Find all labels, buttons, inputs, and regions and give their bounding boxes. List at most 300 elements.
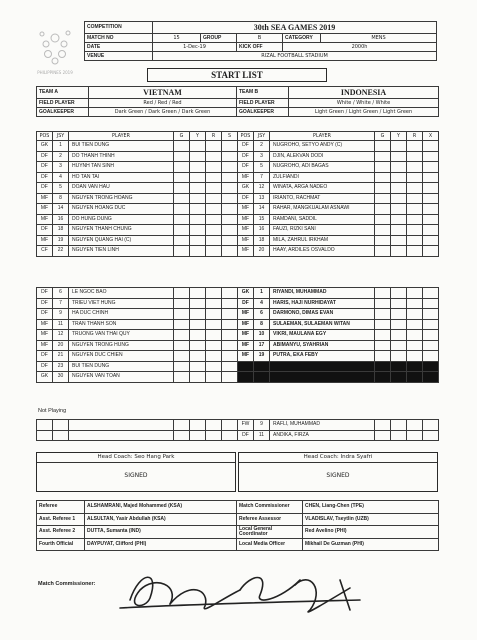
stat-cell (407, 246, 423, 257)
player-jsy: 22 (53, 246, 69, 257)
player-name: WINATA, ARGA NADEO (270, 183, 375, 194)
player-pos: DF (238, 430, 254, 441)
match-no: 15 (153, 34, 201, 43)
player-pos: MF (238, 319, 254, 330)
player-row (37, 430, 238, 441)
player-pos (238, 361, 254, 372)
player-pos: MF (37, 235, 53, 246)
stat-cell (375, 330, 391, 341)
stat-cell (222, 193, 238, 204)
stat-cell (174, 141, 190, 152)
stat-cell (375, 225, 391, 236)
starters-b-table (237, 131, 439, 257)
stat-cell (375, 340, 391, 351)
player-pos: MF (238, 330, 254, 341)
team-b-label: TEAM B (237, 87, 289, 99)
player-name: DO THANH THINH (69, 151, 174, 162)
stat-cell (174, 193, 190, 204)
coach-block-b (238, 452, 438, 492)
player-jsy: 7 (53, 298, 69, 309)
coach-a-name: Head Coach: Seo Hang Park (37, 453, 235, 463)
player-pos: MF (37, 340, 53, 351)
player-row (37, 319, 238, 330)
player-pos: MF (238, 225, 254, 236)
stat-cell (190, 430, 206, 441)
stat-cell (206, 183, 222, 194)
player-name: RAHAR, MANGKUALAM ASNAWI (270, 204, 375, 215)
stat-cell (222, 288, 238, 299)
stat-cell (206, 319, 222, 330)
official-role: Match Commissioner (237, 501, 303, 514)
stat-cell (375, 193, 391, 204)
stat-cell (206, 298, 222, 309)
player-row (37, 162, 238, 173)
player-pos: MF (37, 193, 53, 204)
stat-cell (423, 246, 439, 257)
stat-cell (222, 319, 238, 330)
stat-cell (391, 430, 407, 441)
stat-cell (174, 204, 190, 215)
player-name (270, 372, 375, 383)
stat-cell (391, 340, 407, 351)
official-role: Local Media Officer (237, 538, 303, 551)
player-jsy: 8 (254, 319, 270, 330)
player-row (238, 193, 439, 204)
stat-cell (407, 204, 423, 215)
stat-cell (423, 351, 439, 362)
stat-cell (222, 214, 238, 225)
player-jsy: 2 (53, 151, 69, 162)
player-pos (238, 372, 254, 383)
stat-cell (375, 361, 391, 372)
player-row (37, 330, 238, 341)
player-row (238, 330, 439, 341)
stat-cell (375, 319, 391, 330)
stat-cell (407, 340, 423, 351)
stat-cell (190, 204, 206, 215)
player-jsy: 19 (53, 235, 69, 246)
stat-cell (222, 361, 238, 372)
team-a-label: TEAM A (37, 87, 89, 99)
stat-cell (174, 246, 190, 257)
stat-cell (407, 214, 423, 225)
player-jsy: 21 (53, 351, 69, 362)
team-b-gk-kit: Light Green / Light Green / Light Green (289, 108, 439, 117)
player-row (238, 246, 439, 257)
group-value: B (237, 34, 283, 43)
player-pos: MF (238, 204, 254, 215)
stat-cell (190, 309, 206, 320)
player-jsy: 5 (53, 183, 69, 194)
official-name: CHEN, Liang-Chen (TPE) (303, 501, 439, 514)
stat-cell (222, 330, 238, 341)
stat-cell (391, 330, 407, 341)
player-jsy: 30 (53, 372, 69, 383)
official-role: Referee (37, 501, 85, 514)
stat-cell (190, 351, 206, 362)
player-row (238, 288, 439, 299)
col-header-player: PLAYER (69, 132, 174, 141)
stat-cell (222, 162, 238, 173)
player-name: HA DUC CHINH (69, 309, 174, 320)
stat-cell (423, 319, 439, 330)
player-pos: CF (37, 246, 53, 257)
not-playing-label: Not Playing (38, 408, 67, 414)
player-pos: DF (37, 298, 53, 309)
col-header-pos: POS (238, 132, 254, 141)
player-jsy: 6 (53, 288, 69, 299)
stat-cell (375, 162, 391, 173)
player-row (37, 235, 238, 246)
player-row (37, 340, 238, 351)
player-jsy: 2 (254, 141, 270, 152)
starters-a-table (36, 131, 238, 257)
player-name: NGUYEN HOANG DUC (69, 204, 174, 215)
stat-cell (206, 225, 222, 236)
player-jsy: 4 (254, 298, 270, 309)
stat-cell (391, 235, 407, 246)
player-jsy: 16 (53, 214, 69, 225)
player-jsy: 1 (254, 288, 270, 299)
stat-cell (174, 340, 190, 351)
stat-cell (222, 298, 238, 309)
stat-cell (174, 351, 190, 362)
player-name (69, 430, 174, 441)
stat-cell (407, 193, 423, 204)
stat-cell (391, 225, 407, 236)
player-row (238, 225, 439, 236)
player-pos: MF (238, 172, 254, 183)
player-row (37, 351, 238, 362)
stat-cell (174, 372, 190, 383)
player-pos: MF (37, 204, 53, 215)
stat-cell (423, 141, 439, 152)
stat-cell (174, 309, 190, 320)
subs-b-table (237, 287, 439, 383)
player-pos: DF (37, 309, 53, 320)
stat-cell (174, 183, 190, 194)
player-pos (37, 420, 53, 431)
stat-cell (174, 162, 190, 173)
player-pos: DF (37, 361, 53, 372)
stat-cell (407, 288, 423, 299)
player-pos: FW (238, 420, 254, 431)
stat-cell (423, 172, 439, 183)
player-jsy: 23 (53, 361, 69, 372)
stat-cell (375, 246, 391, 257)
stat-cell (174, 214, 190, 225)
stat-cell (407, 372, 423, 383)
player-jsy: 20 (53, 340, 69, 351)
col-header-x: X (423, 132, 439, 141)
stat-cell (222, 172, 238, 183)
player-jsy: 9 (53, 309, 69, 320)
player-name (270, 361, 375, 372)
not-playing-a-table (36, 419, 238, 441)
stat-cell (190, 225, 206, 236)
player-jsy: 8 (53, 193, 69, 204)
stat-cell (206, 330, 222, 341)
player-row (37, 183, 238, 194)
official-role: Asst. Referee 2 (37, 526, 85, 539)
commissioner-signature (110, 560, 370, 620)
stat-cell (206, 141, 222, 152)
stat-cell (375, 214, 391, 225)
player-row (37, 204, 238, 215)
col-header-pos: POS (37, 132, 53, 141)
player-jsy: 5 (254, 162, 270, 173)
player-jsy: 20 (254, 246, 270, 257)
stat-cell (423, 298, 439, 309)
stat-cell (174, 288, 190, 299)
col-header-jsy: JSY (53, 132, 69, 141)
team-a-gk-kit: Dark Green / Dark Green / Dark Green (89, 108, 237, 117)
stat-cell (391, 183, 407, 194)
player-row (37, 372, 238, 383)
player-name: NGUYEN DUC CHIEN (69, 351, 174, 362)
stat-cell (174, 225, 190, 236)
stat-cell (206, 430, 222, 441)
stat-cell (190, 235, 206, 246)
stat-cell (423, 372, 439, 383)
player-row (37, 172, 238, 183)
stat-cell (206, 172, 222, 183)
team-a-name: VIETNAM (89, 87, 237, 99)
player-name: PUTRA, EKA FEBY (270, 351, 375, 362)
stat-cell (174, 330, 190, 341)
stat-cell (423, 225, 439, 236)
stat-cell (222, 246, 238, 257)
player-name: BUI TIEN DUNG (69, 141, 174, 152)
player-pos: DF (238, 193, 254, 204)
player-name: HO TAN TAI (69, 172, 174, 183)
player-row (37, 151, 238, 162)
player-jsy: 15 (254, 214, 270, 225)
player-name: LE NGOC BAO (69, 288, 174, 299)
player-pos: DF (37, 183, 53, 194)
player-name: MILA, ZAHRUL IRKHAM (270, 235, 375, 246)
col-header-r: R (206, 132, 222, 141)
player-jsy: 11 (53, 319, 69, 330)
player-row (37, 309, 238, 320)
stat-cell (222, 309, 238, 320)
stat-cell (190, 151, 206, 162)
player-pos: DF (37, 225, 53, 236)
player-jsy: 12 (53, 330, 69, 341)
player-name: NGUYEN TIEN LINH (69, 246, 174, 257)
official-row (37, 513, 439, 526)
goalkeeper-label-b: GOALKEEPER (237, 108, 289, 117)
date-value: 1-Dec-19 (153, 43, 237, 52)
stat-cell (375, 141, 391, 152)
player-jsy: 18 (254, 235, 270, 246)
stat-cell (407, 141, 423, 152)
player-name: NGUYEN TRONG HOANG (69, 193, 174, 204)
stat-cell (407, 183, 423, 194)
player-pos: DF (238, 298, 254, 309)
kickoff-value: 2000h (283, 43, 437, 52)
stat-cell (222, 340, 238, 351)
stat-cell (206, 351, 222, 362)
stat-cell (407, 361, 423, 372)
goalkeeper-label-a: GOALKEEPER (37, 108, 89, 117)
player-pos: DF (238, 162, 254, 173)
category-value: MENS (321, 34, 437, 43)
stat-cell (407, 172, 423, 183)
stat-cell (391, 361, 407, 372)
player-row (238, 172, 439, 183)
stat-cell (407, 319, 423, 330)
player-name: HARIS, HAJI NURHIDAYAT (270, 298, 375, 309)
player-row (238, 183, 439, 194)
official-row (37, 538, 439, 551)
player-name: TRAN THANH SON (69, 319, 174, 330)
player-row (238, 372, 439, 383)
stat-cell (423, 193, 439, 204)
player-name: TRUONG VAN THAI QUY (69, 330, 174, 341)
player-name: DARMONO, DIMAS EVAN (270, 309, 375, 320)
stat-cell (423, 309, 439, 320)
stat-cell (190, 361, 206, 372)
kickoff-label: KICK OFF (237, 43, 283, 52)
official-row (37, 526, 439, 539)
stat-cell (222, 372, 238, 383)
field-player-label-a: FIELD PLAYER (37, 99, 89, 108)
player-pos: MF (238, 309, 254, 320)
player-pos: MF (238, 214, 254, 225)
player-row (37, 141, 238, 152)
player-row (37, 420, 238, 431)
player-name: DJIN, ALEKVAN DODI (270, 151, 375, 162)
stat-cell (423, 235, 439, 246)
subs-a-table (36, 287, 238, 383)
player-pos: MF (238, 340, 254, 351)
not-playing-b-table (237, 419, 439, 441)
stat-cell (375, 288, 391, 299)
player-name: IRIANTO, RACHMAT (270, 193, 375, 204)
player-pos: DF (238, 141, 254, 152)
player-row (238, 351, 439, 362)
player-pos: DF (238, 151, 254, 162)
stat-cell (375, 235, 391, 246)
match-no-label: MATCH NO (85, 34, 153, 43)
col-header-jsy: JSY (254, 132, 270, 141)
stat-cell (407, 420, 423, 431)
logo-caption: PHILIPPINES 2019 (37, 70, 73, 75)
player-jsy (53, 430, 69, 441)
stat-cell (375, 309, 391, 320)
player-row (238, 141, 439, 152)
player-jsy: 19 (254, 351, 270, 362)
player-jsy: 14 (53, 204, 69, 215)
stat-cell (391, 193, 407, 204)
player-name: BUI TIEN DUNG (69, 361, 174, 372)
coach-b-signed: SIGNED (326, 472, 350, 479)
player-name: NGUYEN THANH CHUNG (69, 225, 174, 236)
player-name: SULAEMAN, SULAEMAN WITAN (270, 319, 375, 330)
team-b-name: INDONESIA (289, 87, 439, 99)
player-row (37, 288, 238, 299)
sea-games-logo (34, 24, 76, 80)
match-commissioner-label: Match Commissioner: (38, 581, 96, 587)
official-name: DAYPUYAT, Clifford (PHI) (85, 538, 237, 551)
stat-cell (391, 172, 407, 183)
team-b-field-kit: White / White / White (289, 99, 439, 108)
col-header-r: R (407, 132, 423, 141)
stat-cell (190, 172, 206, 183)
official-name: ALSULTAN, Yasir Abdullah (KSA) (85, 513, 237, 526)
player-name: FAUZI, RIZKI SANI (270, 225, 375, 236)
stat-cell (423, 361, 439, 372)
stat-cell (407, 330, 423, 341)
player-jsy (53, 420, 69, 431)
stat-cell (190, 340, 206, 351)
stat-cell (206, 372, 222, 383)
stat-cell (190, 214, 206, 225)
stat-cell (391, 319, 407, 330)
player-row (238, 340, 439, 351)
player-jsy: 13 (254, 193, 270, 204)
player-jsy: 11 (254, 430, 270, 441)
team-a-field-kit: Red / Red / Red (89, 99, 237, 108)
stat-cell (407, 309, 423, 320)
player-name: ANDIKA, FIRZA (270, 430, 375, 441)
col-header-g: G (375, 132, 391, 141)
official-role: Local General Coordinator (237, 526, 303, 539)
player-row (238, 235, 439, 246)
stat-cell (174, 235, 190, 246)
player-name: RAFLI, MUHAMMAD (270, 420, 375, 431)
stat-cell (206, 288, 222, 299)
venue-label: VENUE (85, 52, 153, 61)
stat-cell (174, 172, 190, 183)
player-row (238, 204, 439, 215)
stat-cell (391, 420, 407, 431)
player-name (69, 420, 174, 431)
official-role: Asst. Referee 1 (37, 513, 85, 526)
player-jsy: 14 (254, 204, 270, 215)
stat-cell (375, 151, 391, 162)
stat-cell (222, 235, 238, 246)
stat-cell (423, 162, 439, 173)
player-jsy: 9 (254, 420, 270, 431)
player-jsy: 18 (53, 225, 69, 236)
stat-cell (222, 183, 238, 194)
player-pos: DF (37, 172, 53, 183)
group-label: GROUP (201, 34, 237, 43)
stat-cell (190, 246, 206, 257)
player-name: NUGROHO, SETYO ANDY (C) (270, 141, 375, 152)
player-pos: DF (37, 151, 53, 162)
stat-cell (174, 361, 190, 372)
stat-cell (391, 151, 407, 162)
player-row (238, 298, 439, 309)
stat-cell (423, 151, 439, 162)
stat-cell (190, 319, 206, 330)
player-jsy: 1 (53, 141, 69, 152)
player-row (238, 420, 439, 431)
player-name: ABIMANYU, SYAHRIAN (270, 340, 375, 351)
stat-cell (375, 351, 391, 362)
stat-cell (407, 225, 423, 236)
start-list-title: START LIST (147, 68, 327, 82)
stat-cell (391, 288, 407, 299)
date-label: DATE (85, 43, 153, 52)
player-jsy: 7 (254, 172, 270, 183)
stat-cell (190, 420, 206, 431)
stat-cell (375, 430, 391, 441)
player-pos: GK (37, 141, 53, 152)
